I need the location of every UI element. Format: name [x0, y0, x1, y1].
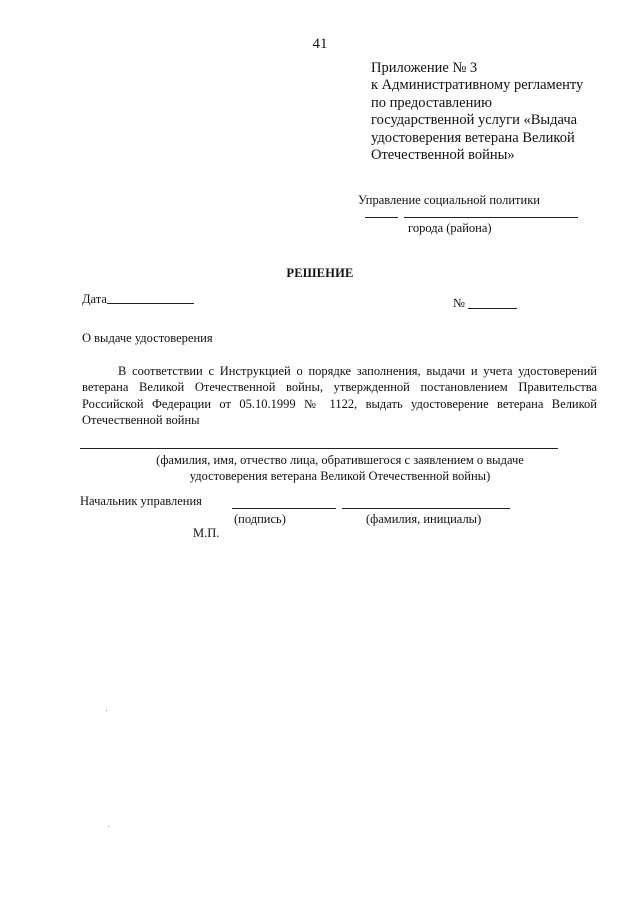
authority-blank-short [365, 217, 398, 218]
applicant-caption-line: (фамилия, имя, отчество лица, обратившегося с заявлением о выдаче [156, 453, 524, 467]
subject-line: О выдаче удостоверения [82, 331, 213, 345]
authority-blank-long [404, 217, 578, 218]
appendix-line: удостоверения ветерана Великой [371, 129, 575, 146]
body-paragraph [82, 363, 597, 429]
name-caption: (фамилия, инициалы) [366, 512, 482, 526]
applicant-caption [80, 452, 600, 485]
number-label: № [453, 296, 465, 310]
page-number: 41 [312, 36, 328, 52]
appendix-line: по предоставлению [371, 94, 492, 111]
appendix-line: Приложение № 3 [371, 60, 478, 76]
applicant-caption-line: удостоверения ветерана Великой Отечественной войны) [189, 469, 491, 484]
number-blank [468, 308, 517, 309]
appendix-line: к Административному регламенту [371, 77, 584, 94]
head-label: Начальник управления [80, 494, 202, 508]
signature-blank [232, 508, 336, 509]
signature-caption: (подпись) [234, 512, 286, 526]
body-text: В соответствии с Инструкцией о порядке заполнения, выдачи и учета удостоверений ветерана Великой Отечественной войны, утвержденной постановлением Правительства Российской Федерации от 05.10.1999 № 1122, выдать удостоверение ветерана Великой Отечественной войны [82, 364, 597, 428]
name-blank [342, 508, 510, 509]
date-label: Дата [82, 292, 107, 306]
applicant-blank [80, 448, 558, 449]
decision-title: РЕШЕНИЕ [286, 266, 354, 280]
authority-label: Управление социальной политики [358, 193, 540, 207]
seal-label: М.П. [193, 526, 220, 540]
appendix-header [371, 60, 631, 164]
authority-caption: города (района) [408, 221, 492, 235]
date-blank [107, 303, 194, 304]
appendix-line: Отечественной войны» [371, 147, 515, 164]
scan-speck [106, 710, 107, 711]
appendix-line: государственной услуги «Выдача [371, 112, 578, 129]
scan-speck [108, 826, 109, 827]
